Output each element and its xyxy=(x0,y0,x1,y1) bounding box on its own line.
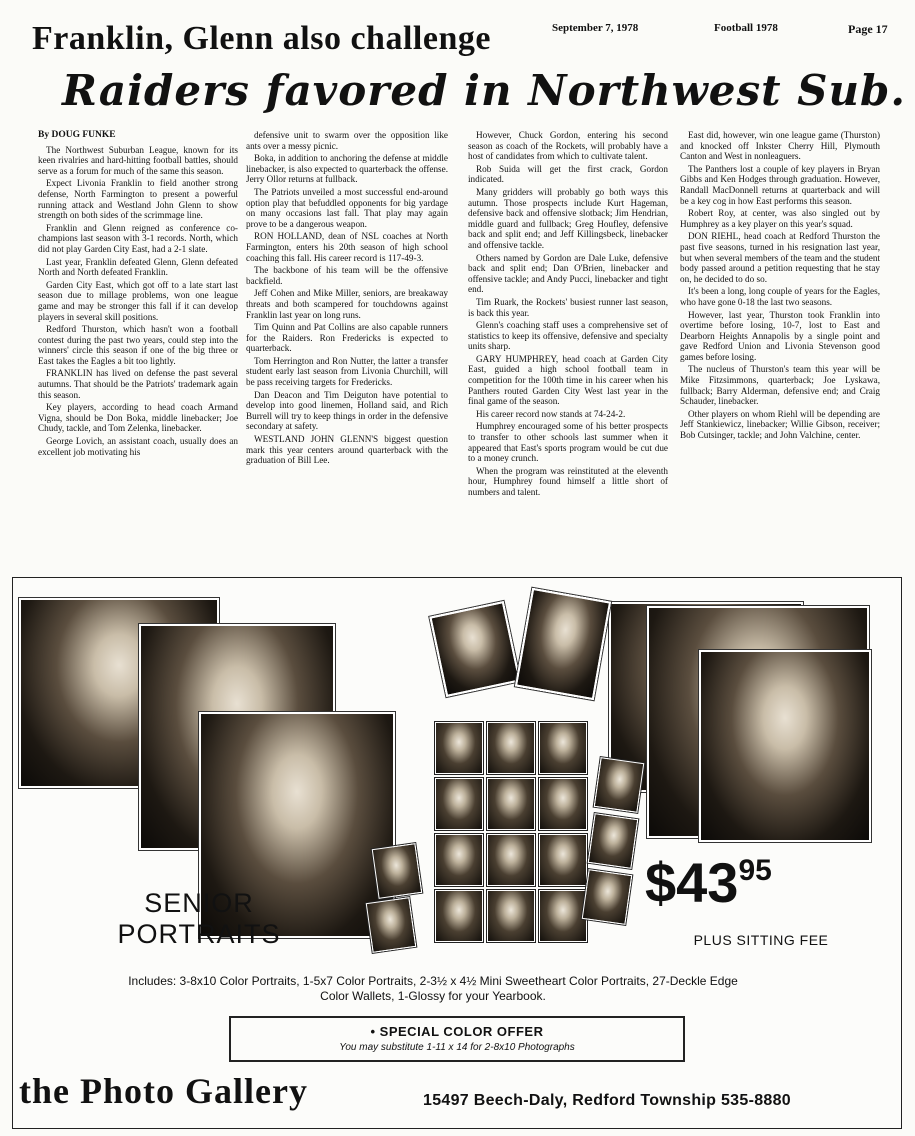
page-header xyxy=(552,22,892,42)
paragraph: It's been a long, long couple of years for the Eagles, who have gone 0-18 the last two seasons. xyxy=(680,286,880,307)
portrait-thumbnail xyxy=(435,890,483,942)
paragraph: Other players on whom Riehl will be depending are Jeff Stankiewicz, linebacker; Willie Gibson, receiver; Bob Cutsinger, tackle; and John Valchine, center. xyxy=(680,408,880,441)
paragraph: George Lovich, an assistant coach, usually does an excellent job motivating his xyxy=(38,436,238,457)
paragraph: The nucleus of Thurston's team this year will be Mike Fitzsimmons, quarterback; Joe Lyskawa, fullback; Barry Alderman, defensive end; and Craig Schauder, linebacker. xyxy=(680,364,880,407)
paragraph: Glenn's coaching staff uses a comprehensive set of statistics to keep its offensive, defensive and specialty units sharp. xyxy=(468,320,668,352)
article-kicker: Franklin, Glenn also challenge xyxy=(32,20,491,57)
paragraph: Redford Thurston, which hasn't won a football contest during the past two years, could step into the winners' circle this season if one of the big three or East takes the Eagles a bit too lightly. xyxy=(38,324,238,366)
offer-title: • SPECIAL COLOR OFFER xyxy=(370,1024,544,1039)
portrait-thumbnail xyxy=(582,869,633,925)
portrait-photo xyxy=(515,588,611,700)
portrait-thumbnail xyxy=(435,778,483,830)
portrait-thumbnail xyxy=(487,834,535,886)
paragraph: The backbone of his team will be the offensive backfield. xyxy=(246,265,448,286)
portrait-thumbnail xyxy=(487,778,535,830)
paragraph: Tom Herrington and Ron Nutter, the latter a transfer student early last season from Livonia Churchill, will be pass receiving targets for Fredericks. xyxy=(246,355,448,388)
paragraph: Franklin and Glenn reigned as conference co-champions last season with 3-1 records. North, which did not play Garden City East, had a 2-1 slate. xyxy=(38,222,238,254)
portrait-thumbnail xyxy=(366,897,417,953)
article-column-3 xyxy=(468,130,668,575)
portrait-thumbnail xyxy=(539,722,587,774)
paragraph: Garden City East, which got off to a late start last season due to millage problems, won one league game and may be stronger this fall if it can develop players in several skill positions. xyxy=(38,279,238,322)
paragraph: However, Chuck Gordon, entering his second season as coach of the Rockets, will probably have a host of candidates from which to cultivate talent. xyxy=(468,130,668,162)
senior-word: SENIOR xyxy=(144,888,254,918)
price-dollars: $43 xyxy=(645,851,739,914)
portrait-thumbnail xyxy=(539,778,587,830)
page-number: Page 17 xyxy=(848,22,888,36)
paragraph: defensive unit to swarm over the opposition like ants over a messy picnic. xyxy=(246,130,448,151)
section-name: Football 1978 xyxy=(714,22,778,34)
paragraph: DON RIEHL, head coach at Redford Thurston the past five seasons, turned in his resignation last year, but when several members of the team and the student body passed around a petition requesting that he stay on, he decided to do so. xyxy=(680,231,880,284)
paragraph: The Northwest Suburban League, known for its keen rivalries and hard-hitting football battles, should serve as a forum for much of the same this season. xyxy=(38,144,238,176)
paragraph: Last year, Franklin defeated Glenn, Glenn defeated North and North defeated Franklin. xyxy=(38,256,238,278)
price-cents: 95 xyxy=(738,854,772,887)
article-headline: Raiders favored in Northwest Sub. xyxy=(62,66,907,115)
issue-date: September 7, 1978 xyxy=(552,22,639,34)
photo-gallery-advertisement xyxy=(12,577,902,1129)
package-includes: Includes: 3-8x10 Color Portraits, 1-5x7 Color Portraits, 2-3½ x 4½ Mini Sweetheart Color Portraits, 27-Deckle Edge Color Wallets, 1-Glossy for your Yearbook. xyxy=(128,974,738,1003)
special-offer-box xyxy=(229,1016,685,1062)
paragraph: WESTLAND JOHN GLENN'S biggest question mark this year centers around quarterback with the graduation of Bill Lee. xyxy=(246,434,448,466)
paragraph: Tim Ruark, the Rockets' busiest runner last season, is back this year. xyxy=(468,296,668,318)
paragraph: Dan Deacon and Tim Deiguton have potential to develop into good linemen, Holland said, and Rich Burrell will try to keep things in order in the defensive secondary at safety. xyxy=(246,389,448,432)
paragraph: The Patriots unveiled a most successful end-around option play that befuddled opponents for big yardage on many occasions last fall. That play may again prove to be a dangerous weapon. xyxy=(246,186,448,229)
paragraph: Robert Roy, at center, was also singled out by Humphrey as a key player on this year's squad. xyxy=(680,208,880,229)
paragraph: RON HOLLAND, dean of NSL coaches at North Farmington, enters his 20th season of high school coaching this fall. His career record is 117-49-3. xyxy=(246,231,448,263)
paragraph: However, last year, Thurston took Franklin into overtime before losing, 10-7, lost to East and Dearborn Heights Annapolis by a single point and gave Redford Union and Livonia Stevenson good games before losing. xyxy=(680,309,880,362)
portrait-thumbnail xyxy=(594,757,645,813)
article-column-1 xyxy=(38,130,238,575)
paragraph: Many gridders will probably go both ways this autumn. Those prospects include Kurt Hageman, defensive back and offensive slotback; Jim Hendrian, middle guard and fullback; Greg Houfley, defensive back and split end; and Jeff Killingsbeck, linebacker and offensive tackle. xyxy=(468,186,668,250)
price xyxy=(645,850,845,915)
paragraph: Boka, in addition to anchoring the defense at middle linebacker, is also expected to quarterback the offense. Jerry Ollor returns at fullback. xyxy=(246,153,448,185)
paragraph: Key players, according to head coach Armand Vigna, should be Don Boka, middle linebacker; Joe Chudy, tackle, and Tom Zelenka, linebacker. xyxy=(38,402,238,434)
paragraph: FRANKLIN has lived on defense the past several autumns. That should be the Patriots' trademark again this season. xyxy=(38,368,238,400)
paragraph: Others named by Gordon are Dale Luke, defensive back and split end; Dan O'Brien, linebacker and offensive tackle; and Andy Pucci, linebacker and tight end. xyxy=(468,252,668,295)
paragraph: Rob Suida will get the first crack, Gordon indicated. xyxy=(468,163,668,185)
portrait-thumbnail xyxy=(539,890,587,942)
portrait-thumbnail xyxy=(487,722,535,774)
portrait-thumbnail xyxy=(588,813,639,869)
article-column-4 xyxy=(680,130,880,575)
paragraph: Humphrey encouraged some of his better prospects to transfer to other schools last summer when it appeared that East's sports program would be cut due to a money crunch. xyxy=(468,421,668,464)
studio-name: the Photo Gallery xyxy=(19,1071,308,1111)
paragraph: The Panthers lost a couple of key players in Bryan Gibbs and Ken Hodges through graduation. However, Randall MacDonnell returns at quarterback and will be a key cog in how East performs this season. xyxy=(680,163,880,206)
paragraph: His career record now stands at 74-24-2. xyxy=(476,408,626,419)
article-column-2 xyxy=(246,130,448,575)
paragraph: When the program was reinstituted at the eleventh hour, Humphrey found himself a little short of numbers and talent. xyxy=(468,465,668,497)
byline: By DOUG FUNKE xyxy=(38,130,116,140)
paragraph: East did, however, win one league game (Thurston) and knocked off Inkster Cherry Hill, Plymouth Canton and West in nonleaguers. xyxy=(680,130,880,162)
sitting-fee-note: PLUS SITTING FEE xyxy=(693,932,829,948)
paragraph: Tim Quinn and Pat Collins are also capable runners for the Raiders. Ron Fredericks is expected to quarterback. xyxy=(246,322,448,354)
studio-address: 15497 Beech-Daly, Redford Township 535-8880 xyxy=(423,1092,791,1109)
paragraph: Expect Livonia Franklin to field another strong defense, North Farmington to present a powerful running attack and Westland John Glenn to show strength on both sides of the scrimmage line. xyxy=(38,178,238,221)
senior-portraits-title xyxy=(99,888,299,950)
offer-details: You may substitute 1-11 x 14 for 2-8x10 Photographs xyxy=(339,1042,575,1053)
portrait-photo xyxy=(429,601,520,697)
portrait-thumbnail xyxy=(372,843,423,899)
portrait-photo xyxy=(699,650,871,842)
article-body xyxy=(24,130,884,575)
portraits-word: PORTRAITS xyxy=(117,919,281,949)
portrait-thumbnail xyxy=(435,722,483,774)
portrait-thumbnail xyxy=(435,834,483,886)
paragraph: GARY HUMPHREY, head coach at Garden City East, guided a high school football team in competition for the 100th time in his career when his Panthers routed Garden City West last year in the final game of the season. xyxy=(468,353,668,407)
paragraph: Jeff Cohen and Mike Miller, seniors, are breakaway threats and both scampered for touchdowns against Franklin last year on long runs. xyxy=(246,288,448,320)
portrait-thumbnail xyxy=(487,890,535,942)
portrait-thumbnail xyxy=(539,834,587,886)
